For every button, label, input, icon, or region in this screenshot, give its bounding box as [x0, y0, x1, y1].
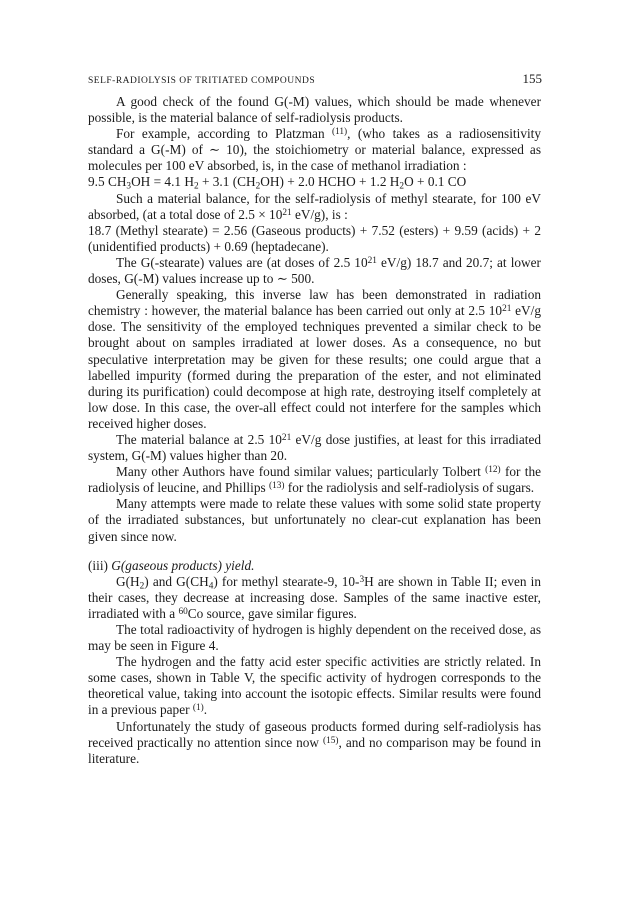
p12-text-a: Unfortunately the study of gaseous products formed during self-radiolysis has received practically no attention since now: [88, 718, 541, 750]
p12-text-b: , and no comparison may be found in literature.: [88, 734, 542, 766]
reference-11: (11): [332, 127, 348, 137]
eq1-a-sub: 3: [126, 181, 132, 192]
eq1-b-sub: 2: [193, 181, 199, 192]
eq1-d-sub: 2: [399, 181, 405, 192]
p7-text-c: for the radiolysis and self-radiolysis of sugars.: [284, 480, 535, 496]
p9-text-a: G(H: [116, 573, 140, 589]
p2-text-a: For example, according to Platzman: [116, 126, 325, 142]
paragraph-9: [88, 574, 541, 622]
p6-text-a: The material balance at 2.5 10: [116, 431, 282, 447]
p6-text-b: eV/g dose justifies, at least for this irradiated system, G(-M) values higher than 20.: [88, 431, 541, 464]
p9-text-e: Co source, gave similar figures.: [187, 605, 357, 621]
p9-sup: 3: [359, 574, 365, 585]
section-title: G(gaseous products) yield.: [111, 557, 255, 573]
paragraph-2: [88, 126, 541, 174]
p3-sup: 21: [282, 207, 292, 218]
equation-methyl-stearate: 18.7 (Methyl stearate) = 2.56 (Gaseous products) + 7.52 (esters) + 9.59 (acids) + 2 (unidentified products) + 0.69 (heptadecane).: [88, 222, 541, 254]
p9-sup2: 60: [178, 606, 188, 617]
equation-methanol: [88, 174, 541, 190]
p3-text-b: eV/g), is :: [291, 206, 348, 222]
reference-1: (1): [192, 703, 204, 714]
p5-text-a: Generally speaking, this inverse law has been demonstrated in radiation chemistry : however, the material balance has been carried out only at 2.5 10: [88, 287, 541, 319]
eq1-d: OH) + 2.0 HCHO + 1.2 H: [260, 174, 400, 190]
p6-sup: 21: [281, 432, 292, 443]
p4-text-a: The G(-stearate) values are (at doses of 2.5 10: [116, 254, 368, 270]
p11-text-b: .: [203, 702, 208, 718]
paragraph-7: [88, 464, 541, 496]
p4-text-b: eV/g) 18.7 and 20.7; at lower doses, G(-M) values increase up to ∼ 500.: [88, 254, 541, 287]
p2-text-b: , (who takes as a radiosensitivity standard a G(-M) of ∼ 10), the stoichiometry or material balance, expressed as molecules per 100 eV absorbed, is, in the case of methanol irradiation :: [88, 126, 541, 174]
eq1-e: O + 0.1 CO: [404, 174, 467, 190]
running-title: SELF-RADIOLYSIS OF TRITIATED COMPOUNDS: [88, 76, 316, 86]
body-text: [88, 94, 541, 767]
page-number: 155: [522, 71, 542, 86]
paragraph-8: Many attempts were made to relate these values with some solid state property of the irradiated substances, but unfortunately no clear-cut explanation has been given since now.: [88, 496, 541, 544]
paragraph-5: [88, 287, 541, 432]
p5-sup: 21: [502, 304, 512, 315]
section-number: (iii): [88, 557, 112, 573]
p7-text-a: Many other Authors have found similar values; particularly Tolbert: [116, 464, 481, 480]
p4-sup: 21: [367, 255, 377, 266]
paragraph-11: [88, 654, 541, 718]
reference-13: (13): [268, 481, 285, 492]
running-head: [88, 71, 542, 87]
paragraph-6: [88, 432, 541, 464]
eq1-c-sub: 2: [255, 181, 261, 192]
eq1-c: + 3.1 (CH: [198, 174, 256, 190]
p9-sub2: 4: [208, 581, 214, 592]
p11-text-a: The hydrogen and the fatty acid ester specific activities are strictly related. In some cases, shown in Table V, the specific activity of hydrogen corresponds to the theoretical value, taking into account the isotopic effects. Similar results were found in a previous paper: [88, 654, 541, 718]
reference-15: (15): [323, 735, 339, 746]
section-heading: [88, 558, 541, 574]
p3-text-a: Such a material balance, for the self-radiolysis of methyl stearate, for 100 eV absorbed, (at a total dose of 2.5 × 10: [88, 190, 541, 222]
p9-text-c: ) for methyl stearate-9, 10-: [213, 573, 360, 589]
paragraph-4: [88, 255, 541, 287]
paragraph-12: [88, 719, 541, 767]
paragraph-10: The total radioactivity of hydrogen is highly dependent on the received dose, as may be seen in Figure 4.: [88, 622, 541, 654]
eq1-a: 9.5 CH: [88, 174, 127, 190]
paragraph-1: A good check of the found G(-M) values, which should be made whenever possible, is the material balance of self-radiolysis products.: [88, 94, 541, 126]
p9-text-d: H are shown in Table II; even in their cases, they decrease at increasing dose. Samples of the same inactive ester, irradiated with a: [88, 573, 542, 621]
p9-text-b: ) and G(CH: [144, 573, 209, 589]
p5-text-b: eV/g dose. The sensitivity of the employed techniques prevented a similar check to be brought about on samples irradiated at lower doses. As a consequence, no but speculative interpretation may be given for these results; one could argue that a labelled impurity (formed during the preparation of the ester, and not eliminated during its purification) could decompose at high rate, destroying itself completely at low dose. In this case, the over-all effect could not interfere for the samples which received higher doses.: [88, 303, 541, 431]
reference-12: (12): [485, 464, 501, 475]
eq1-b: OH = 4.1 H: [131, 174, 194, 190]
p9-sub1: 2: [139, 581, 145, 592]
paragraph-3: [88, 191, 541, 223]
p7-text-b: for the radiolysis of leucine, and Phillips: [88, 464, 541, 496]
